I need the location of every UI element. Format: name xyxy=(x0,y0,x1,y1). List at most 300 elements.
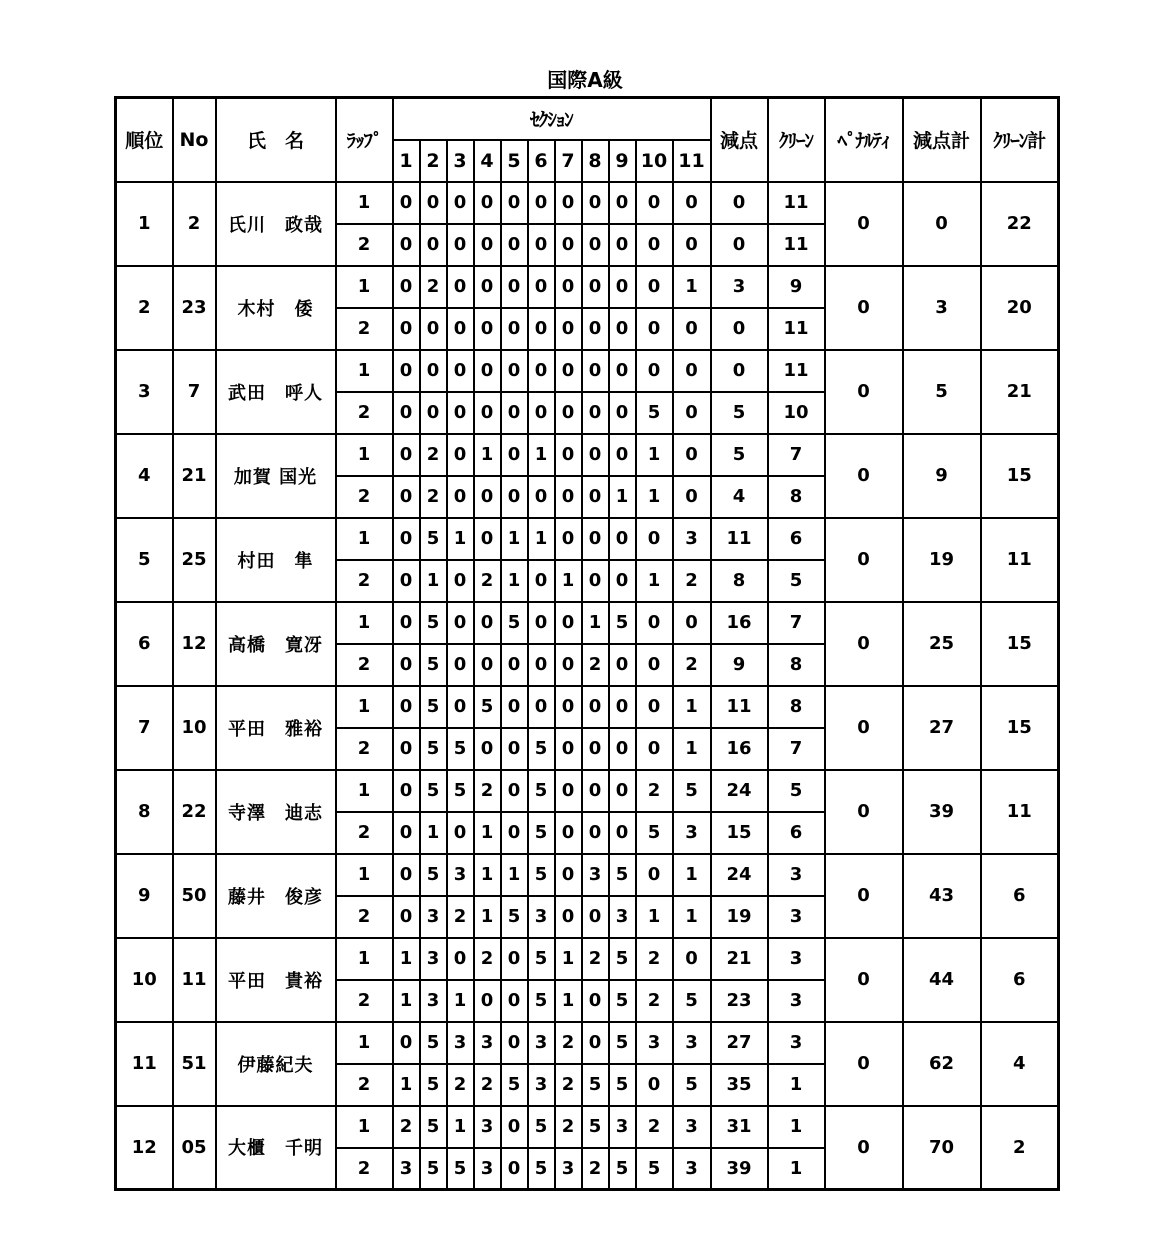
section-score-cell: 5 xyxy=(420,1064,447,1106)
rider-number-cell: 51 xyxy=(173,1022,216,1106)
clean-total-cell: 6 xyxy=(981,938,1059,1022)
section-score-cell: 2 xyxy=(582,938,609,980)
section-score-cell: 0 xyxy=(501,1022,528,1064)
lap-cell: 1 xyxy=(336,602,393,644)
section-score-cell: 5 xyxy=(501,602,528,644)
section-score-cell: 0 xyxy=(528,266,555,308)
rider-number-cell: 25 xyxy=(173,518,216,602)
section-score-cell: 1 xyxy=(555,560,582,602)
section-score-cell: 5 xyxy=(420,770,447,812)
section-score-cell: 0 xyxy=(582,182,609,224)
section-score-cell: 0 xyxy=(609,182,636,224)
section-score-cell: 0 xyxy=(555,602,582,644)
section-score-cell: 0 xyxy=(393,518,420,560)
section-score-cell: 0 xyxy=(528,350,555,392)
lap-cell: 1 xyxy=(336,350,393,392)
lap-cell: 1 xyxy=(336,770,393,812)
deduct-cell: 15 xyxy=(711,812,768,854)
deduct-total-cell: 9 xyxy=(903,434,981,518)
section-score-cell: 0 xyxy=(673,224,711,266)
deduct-cell: 23 xyxy=(711,980,768,1022)
table-row xyxy=(116,770,1059,812)
section-score-cell: 1 xyxy=(447,980,474,1022)
clean-cell: 1 xyxy=(768,1064,825,1106)
rider-name-cell: 寺澤 迪志 xyxy=(216,770,336,854)
section-score-cell: 0 xyxy=(420,392,447,434)
section-score-cell: 0 xyxy=(528,644,555,686)
clean-total-cell: 6 xyxy=(981,854,1059,938)
section-score-cell: 5 xyxy=(528,1106,555,1148)
rider-name-cell: 木村 倭 xyxy=(216,266,336,350)
section-score-cell: 5 xyxy=(420,518,447,560)
section-score-cell: 3 xyxy=(393,1148,420,1190)
penalty-cell: 0 xyxy=(825,686,903,770)
section-score-cell: 2 xyxy=(673,644,711,686)
section-score-cell: 0 xyxy=(501,1148,528,1190)
clean-cell: 11 xyxy=(768,350,825,392)
section-score-cell: 1 xyxy=(673,728,711,770)
section-score-cell: 3 xyxy=(673,1106,711,1148)
clean-cell: 7 xyxy=(768,434,825,476)
section-score-cell: 1 xyxy=(474,854,501,896)
penalty-cell: 0 xyxy=(825,182,903,266)
lap-cell: 2 xyxy=(336,476,393,518)
lap-cell: 1 xyxy=(336,1106,393,1148)
section-score-cell: 0 xyxy=(555,182,582,224)
clean-cell: 7 xyxy=(768,728,825,770)
section-score-cell: 0 xyxy=(609,644,636,686)
table-row xyxy=(116,686,1059,728)
section-score-cell: 0 xyxy=(447,350,474,392)
section-score-cell: 0 xyxy=(474,980,501,1022)
deduct-cell: 5 xyxy=(711,392,768,434)
section-score-cell: 0 xyxy=(393,392,420,434)
deduct-total-cell: 0 xyxy=(903,182,981,266)
section-score-cell: 0 xyxy=(528,392,555,434)
clean-cell: 1 xyxy=(768,1106,825,1148)
section-score-cell: 0 xyxy=(474,644,501,686)
section-score-cell: 0 xyxy=(636,182,673,224)
section-score-cell: 5 xyxy=(636,392,673,434)
section-score-cell: 0 xyxy=(673,602,711,644)
section-score-cell: 5 xyxy=(673,980,711,1022)
section-score-cell: 0 xyxy=(447,686,474,728)
penalty-cell: 0 xyxy=(825,602,903,686)
section-score-cell: 2 xyxy=(555,1064,582,1106)
section-score-cell: 5 xyxy=(609,938,636,980)
section-score-cell: 1 xyxy=(528,434,555,476)
section-score-cell: 0 xyxy=(474,518,501,560)
section-score-cell: 1 xyxy=(673,854,711,896)
clean-total-cell: 15 xyxy=(981,434,1059,518)
section-score-cell: 3 xyxy=(673,1148,711,1190)
section-score-cell: 1 xyxy=(447,518,474,560)
section-score-cell: 1 xyxy=(474,434,501,476)
section-score-cell: 0 xyxy=(393,476,420,518)
section-score-cell: 0 xyxy=(501,1106,528,1148)
rank-cell: 12 xyxy=(116,1106,173,1190)
clean-cell: 3 xyxy=(768,896,825,938)
clean-total-cell: 11 xyxy=(981,518,1059,602)
section-score-cell: 0 xyxy=(636,854,673,896)
section-number-header: 8 xyxy=(582,140,609,182)
section-score-cell: 5 xyxy=(528,980,555,1022)
section-score-cell: 5 xyxy=(609,1022,636,1064)
section-score-cell: 0 xyxy=(447,476,474,518)
section-score-cell: 0 xyxy=(474,308,501,350)
rider-name-cell: 加賀 国光 xyxy=(216,434,336,518)
section-score-cell: 0 xyxy=(447,560,474,602)
section-score-cell: 0 xyxy=(447,224,474,266)
section-score-cell: 2 xyxy=(420,266,447,308)
section-number-header: 3 xyxy=(447,140,474,182)
section-score-cell: 0 xyxy=(393,770,420,812)
clean-cell: 3 xyxy=(768,980,825,1022)
section-score-cell: 0 xyxy=(528,602,555,644)
header-section: ｾｸｼｮﾝ xyxy=(393,98,711,140)
rider-name-cell: 高橋 寛冴 xyxy=(216,602,336,686)
deduct-cell: 27 xyxy=(711,1022,768,1064)
section-number-header: 5 xyxy=(501,140,528,182)
section-score-cell: 5 xyxy=(420,1148,447,1190)
section-score-cell: 0 xyxy=(555,896,582,938)
section-score-cell: 1 xyxy=(420,560,447,602)
section-number-header: 9 xyxy=(609,140,636,182)
clean-cell: 6 xyxy=(768,812,825,854)
deduct-cell: 31 xyxy=(711,1106,768,1148)
section-score-cell: 5 xyxy=(609,854,636,896)
penalty-cell: 0 xyxy=(825,938,903,1022)
deduct-total-cell: 43 xyxy=(903,854,981,938)
section-score-cell: 0 xyxy=(582,896,609,938)
section-score-cell: 1 xyxy=(501,560,528,602)
table-row xyxy=(116,1022,1059,1064)
section-score-cell: 5 xyxy=(528,812,555,854)
section-score-cell: 0 xyxy=(447,392,474,434)
section-score-cell: 1 xyxy=(673,686,711,728)
header-rank: 順位 xyxy=(116,98,173,182)
section-score-cell: 0 xyxy=(528,182,555,224)
rank-cell: 9 xyxy=(116,854,173,938)
section-score-cell: 5 xyxy=(582,1064,609,1106)
deduct-total-cell: 44 xyxy=(903,938,981,1022)
clean-total-cell: 11 xyxy=(981,770,1059,854)
section-score-cell: 0 xyxy=(447,644,474,686)
section-score-cell: 0 xyxy=(447,812,474,854)
section-score-cell: 0 xyxy=(636,602,673,644)
header-clean: ｸﾘｰﾝ xyxy=(768,98,825,182)
clean-cell: 3 xyxy=(768,938,825,980)
section-score-cell: 0 xyxy=(393,896,420,938)
section-score-cell: 0 xyxy=(582,434,609,476)
deduct-cell: 9 xyxy=(711,644,768,686)
section-score-cell: 5 xyxy=(609,1064,636,1106)
section-score-cell: 5 xyxy=(474,686,501,728)
section-score-cell: 0 xyxy=(528,560,555,602)
section-score-cell: 3 xyxy=(474,1022,501,1064)
table-row xyxy=(116,938,1059,980)
clean-cell: 8 xyxy=(768,686,825,728)
section-score-cell: 5 xyxy=(673,770,711,812)
section-score-cell: 0 xyxy=(636,224,673,266)
section-score-cell: 0 xyxy=(582,392,609,434)
section-score-cell: 0 xyxy=(474,476,501,518)
section-score-cell: 0 xyxy=(609,434,636,476)
section-score-cell: 5 xyxy=(420,728,447,770)
header-no: No xyxy=(173,98,216,182)
clean-cell: 5 xyxy=(768,770,825,812)
rider-name-cell: 伊藤紀夫 xyxy=(216,1022,336,1106)
deduct-cell: 0 xyxy=(711,350,768,392)
lap-cell: 2 xyxy=(336,1148,393,1190)
section-score-cell: 0 xyxy=(447,602,474,644)
section-score-cell: 0 xyxy=(420,224,447,266)
section-score-cell: 0 xyxy=(636,308,673,350)
table-row xyxy=(116,518,1059,560)
section-score-cell: 2 xyxy=(474,560,501,602)
section-score-cell: 0 xyxy=(609,350,636,392)
section-score-cell: 0 xyxy=(555,770,582,812)
deduct-total-cell: 3 xyxy=(903,266,981,350)
section-score-cell: 1 xyxy=(501,518,528,560)
section-score-cell: 1 xyxy=(420,812,447,854)
section-score-cell: 0 xyxy=(501,350,528,392)
section-score-cell: 0 xyxy=(447,434,474,476)
section-score-cell: 0 xyxy=(555,854,582,896)
deduct-cell: 19 xyxy=(711,896,768,938)
section-score-cell: 2 xyxy=(582,1148,609,1190)
section-score-cell: 0 xyxy=(673,434,711,476)
section-score-cell: 5 xyxy=(420,644,447,686)
section-score-cell: 5 xyxy=(420,854,447,896)
lap-cell: 2 xyxy=(336,560,393,602)
section-score-cell: 0 xyxy=(609,266,636,308)
section-score-cell: 1 xyxy=(636,560,673,602)
section-score-cell: 1 xyxy=(555,938,582,980)
section-score-cell: 0 xyxy=(555,266,582,308)
section-score-cell: 0 xyxy=(393,224,420,266)
section-score-cell: 0 xyxy=(555,308,582,350)
table-row xyxy=(116,602,1059,644)
section-score-cell: 0 xyxy=(393,266,420,308)
penalty-cell: 0 xyxy=(825,434,903,518)
clean-total-cell: 15 xyxy=(981,602,1059,686)
section-score-cell: 0 xyxy=(474,350,501,392)
lap-cell: 1 xyxy=(336,518,393,560)
section-score-cell: 0 xyxy=(555,728,582,770)
rank-cell: 3 xyxy=(116,350,173,434)
section-score-cell: 0 xyxy=(609,812,636,854)
section-number-header: 2 xyxy=(420,140,447,182)
section-score-cell: 5 xyxy=(420,602,447,644)
table-row xyxy=(116,854,1059,896)
clean-total-cell: 15 xyxy=(981,686,1059,770)
section-score-cell: 3 xyxy=(420,896,447,938)
deduct-cell: 8 xyxy=(711,560,768,602)
section-score-cell: 0 xyxy=(393,854,420,896)
section-score-cell: 5 xyxy=(420,1022,447,1064)
lap-cell: 2 xyxy=(336,308,393,350)
section-score-cell: 0 xyxy=(393,182,420,224)
header-clean-total: ｸﾘｰﾝ計 xyxy=(981,98,1059,182)
rider-number-cell: 7 xyxy=(173,350,216,434)
section-score-cell: 0 xyxy=(673,392,711,434)
section-score-cell: 1 xyxy=(474,896,501,938)
clean-total-cell: 2 xyxy=(981,1106,1059,1190)
section-score-cell: 2 xyxy=(474,1064,501,1106)
section-score-cell: 0 xyxy=(393,434,420,476)
section-score-cell: 0 xyxy=(582,308,609,350)
rider-name-cell: 平田 貴裕 xyxy=(216,938,336,1022)
deduct-total-cell: 19 xyxy=(903,518,981,602)
section-score-cell: 5 xyxy=(582,1106,609,1148)
section-score-cell: 0 xyxy=(609,560,636,602)
table-row xyxy=(116,434,1059,476)
rider-number-cell: 05 xyxy=(173,1106,216,1190)
section-score-cell: 3 xyxy=(673,812,711,854)
lap-cell: 1 xyxy=(336,854,393,896)
section-number-header: 7 xyxy=(555,140,582,182)
deduct-total-cell: 5 xyxy=(903,350,981,434)
section-score-cell: 0 xyxy=(582,1022,609,1064)
section-score-cell: 1 xyxy=(673,896,711,938)
section-score-cell: 0 xyxy=(582,728,609,770)
deduct-cell: 0 xyxy=(711,224,768,266)
rank-cell: 6 xyxy=(116,602,173,686)
section-score-cell: 0 xyxy=(420,308,447,350)
section-score-cell: 0 xyxy=(673,350,711,392)
section-score-cell: 0 xyxy=(501,182,528,224)
section-number-header: 6 xyxy=(528,140,555,182)
section-score-cell: 1 xyxy=(393,938,420,980)
deduct-cell: 11 xyxy=(711,518,768,560)
section-number-header: 4 xyxy=(474,140,501,182)
section-score-cell: 3 xyxy=(420,980,447,1022)
section-score-cell: 0 xyxy=(393,1022,420,1064)
header-name: 氏 名 xyxy=(216,98,336,182)
rider-number-cell: 21 xyxy=(173,434,216,518)
section-score-cell: 0 xyxy=(501,308,528,350)
section-score-cell: 0 xyxy=(582,518,609,560)
section-score-cell: 1 xyxy=(673,266,711,308)
deduct-cell: 35 xyxy=(711,1064,768,1106)
section-score-cell: 2 xyxy=(447,896,474,938)
section-score-cell: 1 xyxy=(501,854,528,896)
section-score-cell: 2 xyxy=(474,770,501,812)
section-score-cell: 2 xyxy=(582,644,609,686)
rider-name-cell: 大櫃 千明 xyxy=(216,1106,336,1190)
clean-cell: 7 xyxy=(768,602,825,644)
clean-cell: 9 xyxy=(768,266,825,308)
section-score-cell: 0 xyxy=(501,980,528,1022)
section-score-cell: 0 xyxy=(474,182,501,224)
section-score-cell: 0 xyxy=(501,434,528,476)
page-title: 国際A級 xyxy=(547,68,623,92)
table-row xyxy=(116,350,1059,392)
section-score-cell: 3 xyxy=(474,1106,501,1148)
section-score-cell: 3 xyxy=(609,1106,636,1148)
section-score-cell: 5 xyxy=(447,1148,474,1190)
section-score-cell: 0 xyxy=(582,686,609,728)
section-score-cell: 0 xyxy=(420,350,447,392)
rank-cell: 10 xyxy=(116,938,173,1022)
section-score-cell: 5 xyxy=(447,770,474,812)
rider-number-cell: 10 xyxy=(173,686,216,770)
section-score-cell: 5 xyxy=(501,1064,528,1106)
table-header xyxy=(116,98,1059,182)
section-score-cell: 0 xyxy=(528,308,555,350)
section-score-cell: 0 xyxy=(501,812,528,854)
header-lap: ﾗｯﾌﾟ xyxy=(336,98,393,182)
clean-cell: 6 xyxy=(768,518,825,560)
clean-cell: 11 xyxy=(768,224,825,266)
section-score-cell: 5 xyxy=(447,728,474,770)
section-score-cell: 5 xyxy=(420,686,447,728)
section-score-cell: 0 xyxy=(555,350,582,392)
section-score-cell: 2 xyxy=(673,560,711,602)
section-score-cell: 3 xyxy=(474,1148,501,1190)
rider-number-cell: 22 xyxy=(173,770,216,854)
lap-cell: 2 xyxy=(336,392,393,434)
section-score-cell: 0 xyxy=(582,770,609,812)
section-score-cell: 3 xyxy=(447,1022,474,1064)
rank-cell: 8 xyxy=(116,770,173,854)
lap-cell: 2 xyxy=(336,728,393,770)
section-score-cell: 5 xyxy=(609,1148,636,1190)
section-score-cell: 5 xyxy=(528,938,555,980)
clean-cell: 1 xyxy=(768,1148,825,1190)
section-score-cell: 0 xyxy=(636,1064,673,1106)
section-score-cell: 3 xyxy=(609,896,636,938)
clean-cell: 11 xyxy=(768,308,825,350)
lap-cell: 1 xyxy=(336,1022,393,1064)
section-score-cell: 0 xyxy=(609,770,636,812)
lap-cell: 2 xyxy=(336,644,393,686)
section-score-cell: 0 xyxy=(393,812,420,854)
clean-total-cell: 20 xyxy=(981,266,1059,350)
section-score-cell: 0 xyxy=(447,182,474,224)
table-row xyxy=(116,1106,1059,1148)
section-score-cell: 0 xyxy=(582,476,609,518)
section-score-cell: 5 xyxy=(420,1106,447,1148)
section-score-cell: 0 xyxy=(582,980,609,1022)
section-score-cell: 0 xyxy=(501,476,528,518)
section-score-cell: 5 xyxy=(609,602,636,644)
section-score-cell: 2 xyxy=(393,1106,420,1148)
section-score-cell: 2 xyxy=(555,1106,582,1148)
section-score-cell: 0 xyxy=(447,938,474,980)
section-score-cell: 0 xyxy=(501,938,528,980)
section-score-cell: 0 xyxy=(501,266,528,308)
section-number-header: 10 xyxy=(636,140,673,182)
section-score-cell: 0 xyxy=(636,686,673,728)
deduct-total-cell: 39 xyxy=(903,770,981,854)
section-score-cell: 0 xyxy=(609,224,636,266)
section-score-cell: 0 xyxy=(636,644,673,686)
section-score-cell: 0 xyxy=(582,560,609,602)
clean-cell: 11 xyxy=(768,182,825,224)
section-score-cell: 0 xyxy=(609,392,636,434)
rank-cell: 4 xyxy=(116,434,173,518)
section-number-header: 1 xyxy=(393,140,420,182)
section-score-cell: 0 xyxy=(609,308,636,350)
section-score-cell: 1 xyxy=(636,476,673,518)
deduct-cell: 24 xyxy=(711,770,768,812)
rider-name-cell: 平田 雅裕 xyxy=(216,686,336,770)
section-score-cell: 0 xyxy=(582,350,609,392)
section-score-cell: 3 xyxy=(447,854,474,896)
section-score-cell: 2 xyxy=(420,476,447,518)
